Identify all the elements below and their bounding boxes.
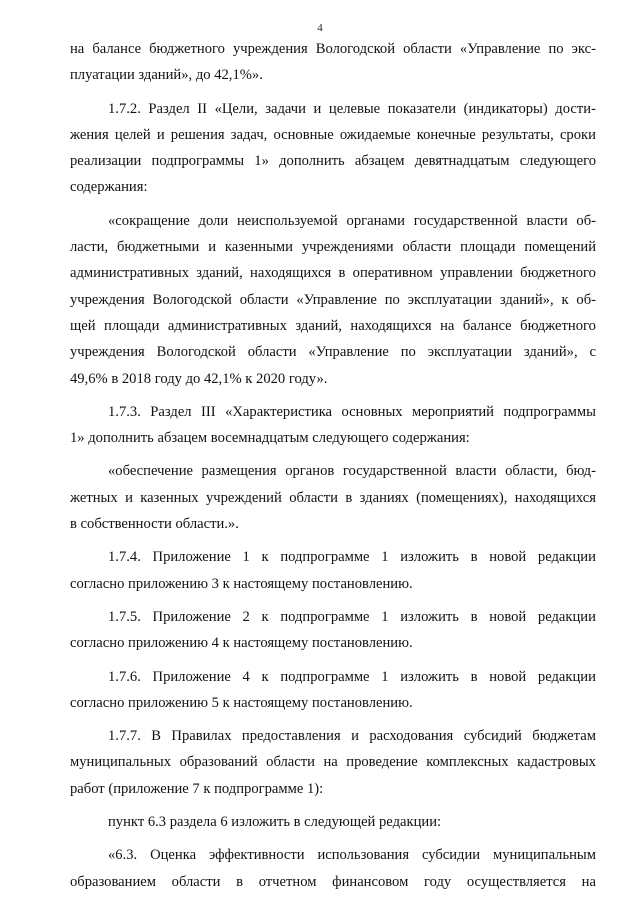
text-word: согласно приложению 3 к настоящему постановлению. [70, 575, 413, 592]
text-word: по [384, 291, 400, 308]
text-line [70, 690, 596, 716]
text-word: области, [505, 463, 558, 480]
text-word: «Управление [459, 41, 541, 57]
text-word: учреждения [232, 41, 308, 57]
text-word: в [470, 668, 478, 685]
text-word: «сокращение [108, 212, 190, 229]
text-word: (индикаторы) [463, 100, 548, 117]
text-word: «Управление [296, 291, 377, 308]
text-word: бюджетными [116, 239, 200, 256]
text-line [70, 749, 596, 775]
text-word: Раздел [148, 100, 190, 117]
text-word: плуатации зданий», до 42,1%». [70, 67, 263, 84]
text-word: «обеспечение [108, 463, 193, 480]
text-word: основных [341, 403, 403, 420]
text-word: неиспользуемой [236, 212, 338, 229]
page-number: 4 [317, 22, 323, 34]
text-word: 1.7.4. [108, 549, 141, 566]
text-line [70, 122, 596, 148]
text-word: к [261, 549, 269, 566]
text-line [70, 148, 596, 174]
text-word: бюджетам [532, 728, 596, 745]
text-word: редакции [537, 549, 596, 566]
text-line [70, 511, 596, 537]
text-word: подпрограмме [280, 549, 370, 566]
text-word: находящихся [250, 265, 332, 282]
text-word: подпрограмме [280, 608, 370, 625]
text-word: административных [167, 317, 287, 334]
text-word: области [239, 291, 289, 308]
text-word: расходования [369, 728, 454, 745]
text-line [70, 630, 596, 656]
text-word: казенных [140, 489, 199, 506]
text-word: показатели [387, 100, 456, 117]
text-word: мероприятий [412, 403, 494, 420]
text-word: целей [114, 126, 151, 143]
text-word: органов [285, 463, 335, 480]
text-word: (помещениях), [416, 489, 508, 506]
text-word: 1.7.3. [108, 403, 141, 420]
text-word: редакции [537, 668, 596, 685]
text-word: площади [460, 239, 516, 256]
text-word: муниципальным [493, 847, 596, 864]
text-word: изложить [400, 668, 459, 685]
text-word: дости- [555, 100, 596, 117]
text-word: конечные [416, 126, 476, 143]
text-word: изложить [400, 549, 459, 566]
text-word: абзацем [354, 153, 405, 170]
text-word: «6.3. [108, 847, 138, 864]
text-word: власти [526, 212, 568, 229]
text-word: на [323, 754, 338, 771]
text-word: эффективности [208, 847, 305, 864]
text-line [70, 366, 596, 392]
text-word: подпрограммы [503, 403, 596, 420]
text-line [70, 339, 596, 365]
text-word: к [561, 291, 569, 308]
text-word: и [351, 728, 359, 745]
text-word: согласно приложению 5 к настоящему постановлению. [70, 694, 413, 711]
text-word: задач, [230, 126, 268, 143]
text-word: органами [346, 212, 405, 229]
text-word: 2 [242, 608, 250, 625]
text-word: и [125, 489, 133, 506]
text-word: площади [104, 317, 160, 334]
text-line [70, 260, 596, 286]
text-word: «Управление [308, 344, 389, 361]
text-word: новой [489, 668, 527, 685]
text-word: Приложение [152, 549, 231, 566]
text-word: в [338, 265, 346, 282]
text-word: изложить [400, 608, 459, 625]
text-word: Приложение [152, 608, 231, 625]
text-word: 1.7.2. [108, 100, 141, 117]
text-word: новой [489, 549, 527, 566]
text-line [70, 809, 596, 835]
text-word: зданий, [196, 265, 243, 282]
text-word: помещений [524, 239, 596, 256]
text-word: 1 [242, 549, 250, 566]
text-word: Правилах [171, 728, 232, 745]
text-word: с [589, 344, 596, 361]
text-word: бюджетного [149, 41, 225, 57]
text-word: 1 [381, 668, 389, 685]
text-word: и [208, 239, 217, 256]
text-word: редакции [537, 608, 596, 625]
text-word: 49,6% в 2018 году до 42,1% к 2020 году». [70, 370, 328, 387]
text-word: ласти, [70, 239, 109, 256]
text-word: муниципальных [70, 754, 172, 771]
text-word: 1 [381, 608, 389, 625]
text-word: об- [576, 291, 596, 308]
text-word: находящихся [350, 317, 432, 334]
text-line [70, 96, 596, 122]
text-word: к [261, 608, 269, 625]
text-word: субсидии [421, 847, 481, 864]
text-word: административных [70, 265, 189, 282]
text-word: к [261, 668, 269, 685]
text-word: 1» [254, 153, 269, 170]
text-line [70, 485, 596, 511]
text-word: образованием [70, 873, 156, 890]
text-word: зданий, [295, 317, 342, 334]
text-word: эксплуатации [407, 291, 492, 308]
text-line [70, 664, 596, 690]
text-word: Приложение [152, 668, 231, 685]
text-word: области [403, 41, 452, 57]
text-word: зданий», [523, 344, 578, 361]
text-word: оперативном [352, 265, 433, 282]
text-word: в [345, 489, 353, 506]
text-word: проведение [346, 754, 418, 771]
text-word: осуществляется [466, 873, 566, 890]
text-word: использования [317, 847, 410, 864]
text-line [70, 544, 596, 570]
text-line [70, 36, 596, 62]
text-word: управлении [440, 265, 513, 282]
text-word: учреждений [205, 489, 282, 506]
text-word: экс- [571, 41, 596, 57]
text-line [70, 425, 596, 451]
text-word: результаты, [481, 126, 554, 143]
text-word: бюд- [566, 463, 596, 480]
text-word: учреждения [70, 291, 145, 308]
body-text [70, 36, 596, 895]
text-word: предоставления [241, 728, 341, 745]
text-word: отчетном [258, 873, 317, 890]
text-line [70, 399, 596, 425]
text-word: 1.7.6. [108, 668, 141, 685]
text-word: реализации [70, 153, 142, 170]
text-word: по [548, 41, 564, 57]
text-line [70, 604, 596, 630]
text-word: кадастровых [517, 754, 596, 771]
text-word: жетных [70, 489, 118, 506]
text-word: II [197, 100, 208, 117]
text-word: на [440, 317, 455, 334]
text-line [70, 723, 596, 749]
text-word: III [201, 403, 216, 420]
text-word: образований [179, 754, 258, 771]
text-line [70, 869, 596, 895]
text-line [70, 313, 596, 339]
text-word: Вологодской [152, 291, 232, 308]
text-word: дополнить [279, 153, 345, 170]
text-line [70, 842, 596, 868]
text-word: подпрограмме [280, 668, 370, 685]
text-word: области [289, 489, 338, 506]
text-word: зданий», [499, 291, 554, 308]
text-word: в [236, 873, 244, 890]
text-word: подпрограммы [151, 153, 245, 170]
text-word: Оценка [150, 847, 197, 864]
text-word: на [581, 873, 596, 890]
text-word: Вологодской [156, 344, 236, 361]
text-word: Раздел [150, 403, 192, 420]
text-line [70, 458, 596, 484]
text-line [70, 776, 596, 802]
text-word: щей [70, 317, 96, 334]
text-word: 1 [381, 549, 389, 566]
text-line [70, 234, 596, 260]
text-word: области [402, 239, 452, 256]
text-word: и [313, 100, 322, 117]
text-word: 4 [242, 668, 250, 685]
text-word: ожидаемые [339, 126, 411, 143]
text-word: девятнадцатым [414, 153, 510, 170]
text-word: находящихся [514, 489, 596, 506]
text-word: бюджетного [520, 265, 596, 282]
text-word: финансовом [332, 873, 409, 890]
text-word: эксплуатации [427, 344, 512, 361]
text-word: власти [455, 463, 497, 480]
text-line [70, 571, 596, 597]
text-word: задачи [265, 100, 306, 117]
text-word: на [70, 41, 85, 57]
text-line [70, 208, 596, 234]
text-word: сроки [559, 126, 596, 143]
text-word: «Характеристика [225, 403, 333, 420]
text-word: бюджетного [520, 317, 596, 334]
text-word: Вологодской [315, 41, 396, 57]
text-word: казенными [224, 239, 293, 256]
text-word: комплексных [426, 754, 509, 771]
text-word: основные [273, 126, 334, 143]
text-word: государственной [413, 212, 518, 229]
text-word: области [266, 754, 315, 771]
text-word: содержания: [70, 179, 148, 196]
text-word: доли [198, 212, 229, 229]
text-word: решения [170, 126, 225, 143]
text-word: жения [70, 126, 109, 143]
text-line [70, 174, 596, 200]
text-word: работ (приложение 7 к подпрограмме 1): [70, 780, 324, 797]
text-word: учреждениями [301, 239, 394, 256]
text-word: году [423, 873, 452, 890]
text-word: 1» дополнить абзацем восемнадцатым следующего содержания: [70, 430, 470, 447]
text-word: в [470, 549, 478, 566]
text-word: следующего [519, 153, 596, 170]
text-word: учреждения [70, 344, 145, 361]
text-word: в [470, 608, 478, 625]
text-word: области [247, 344, 297, 361]
text-word: балансе [462, 317, 512, 334]
text-word: целевые [328, 100, 381, 117]
text-word: 1.7.7. [108, 728, 141, 745]
text-line [70, 62, 596, 88]
text-line [70, 287, 596, 313]
text-word: и [156, 126, 165, 143]
text-word: государственной [342, 463, 447, 480]
text-word: 1.7.5. [108, 608, 141, 625]
text-word: об- [576, 212, 596, 229]
text-word: пункт 6.3 раздела 6 изложить в следующей редакции: [108, 814, 442, 831]
text-word: согласно приложению 4 к настоящему постановлению. [70, 635, 413, 652]
text-word: по [400, 344, 416, 361]
text-word: «Цели, [214, 100, 258, 117]
text-word: В [151, 728, 161, 745]
text-word: новой [489, 608, 527, 625]
text-word: зданиях [359, 489, 409, 506]
text-word: субсидий [463, 728, 522, 745]
text-word: балансе [92, 41, 142, 57]
text-word: в собственности области.». [70, 516, 239, 533]
text-word: области [171, 873, 221, 890]
text-word: размещения [201, 463, 277, 480]
